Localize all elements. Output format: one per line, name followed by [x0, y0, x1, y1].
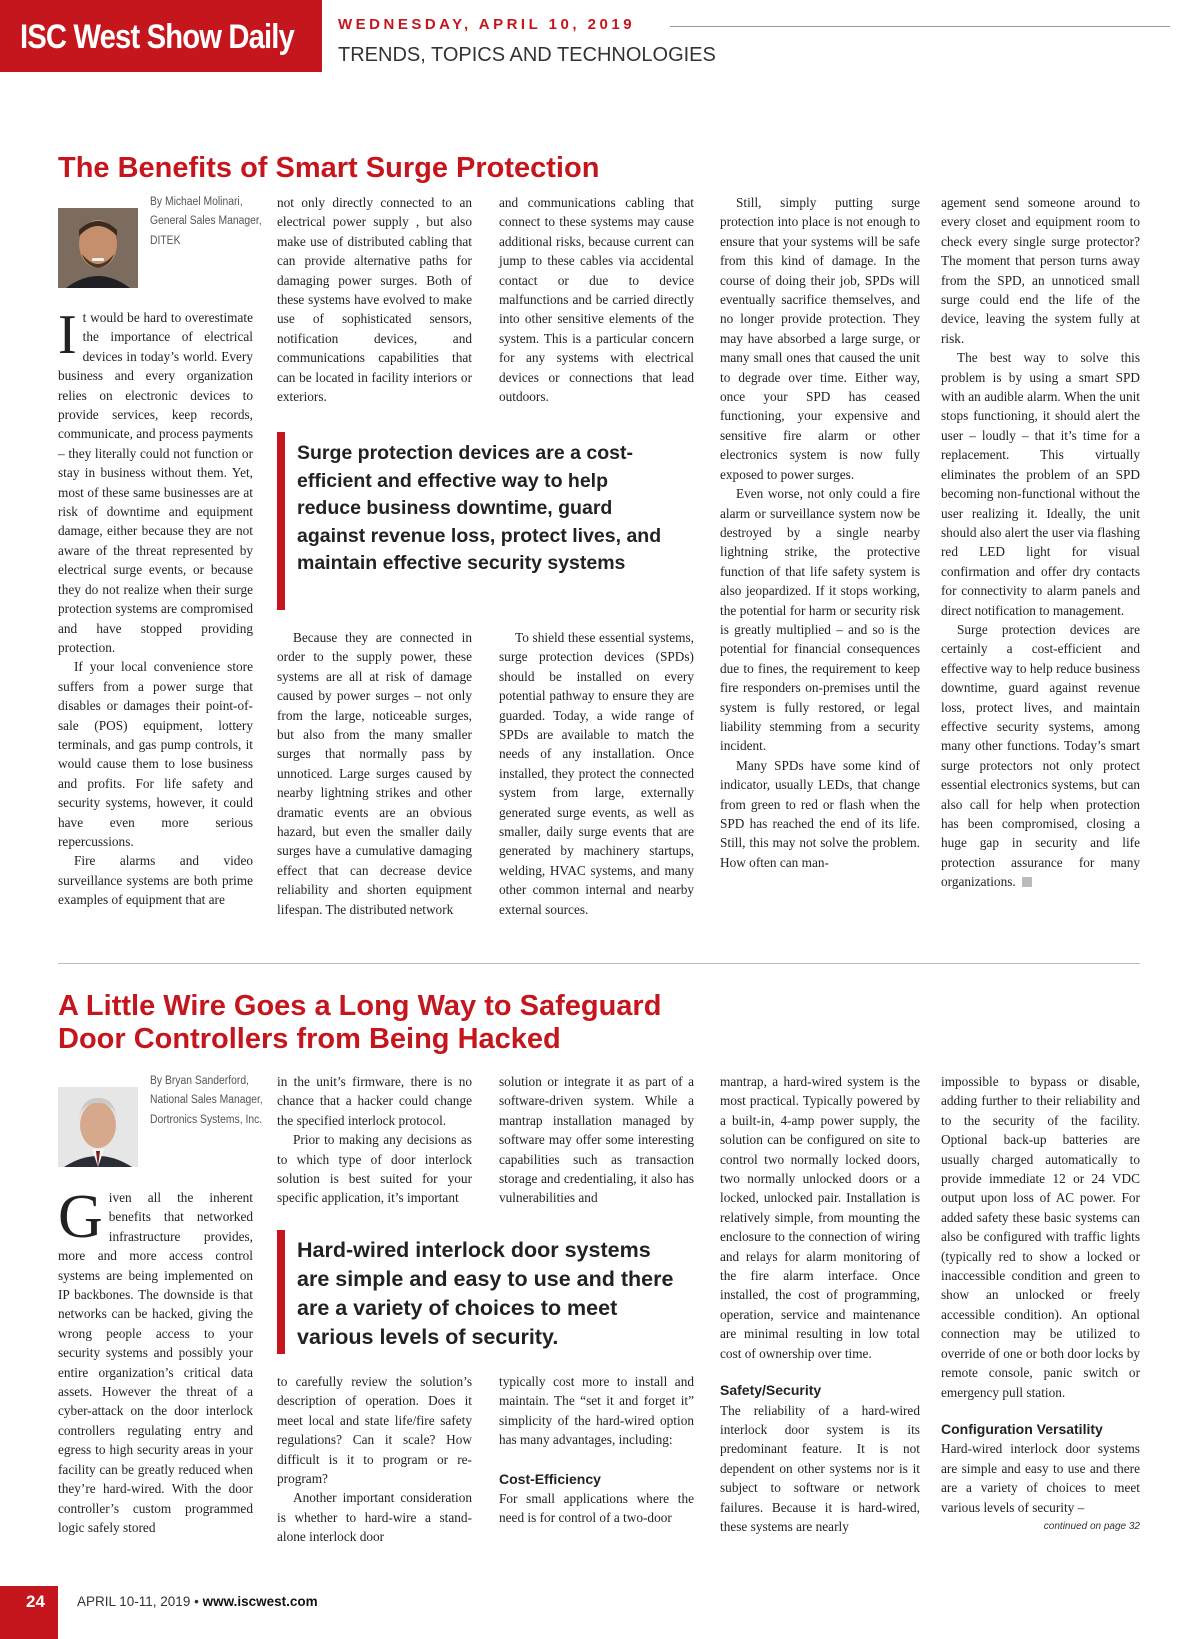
- article1-column-4: [720, 193, 920, 872]
- masthead-title: ISC West Show Daily: [20, 18, 294, 56]
- paragraph: To shield these essential systems, surge protection devices (SPDs) should be installed on every potential pathway to ensure they are guarded. Today, a wide range of SPDs are available to match the needs of any installation. Once installed, they protect the connected system from large, externally generated surge events, as well as smaller, daily surge events that are generated by machinery startups, welding, HVAC systems, and many other common internal and nearby external sources.: [499, 630, 694, 917]
- paragraph: Fire alarms and video surveillance systems are both prime examples of equipment that are: [58, 853, 253, 908]
- article1-byline: [150, 193, 262, 251]
- page-number: 24: [26, 1592, 45, 1611]
- paragraph: and communications cabling that connect to these systems may cause additional risks, because current can jump to these cables via accidental contact or due to device malfunctions and be carried directly into other sensitive elements of the system. This is a particular concern for any systems with electrical devices or connections that lead outdoors.: [499, 195, 694, 405]
- paragraph: Surge protection devices are certainly a cost-efficient and effective way to help reduce business downtime, guard against revenue loss, protect lives, and maintain effective security systems, among many other functions. Today’s smart surge protectors not only protect essential electronics systems, but can also call for help when protection has been compromised, closing a huge gap in security and life protection assurance for many organizations.: [941, 621, 1140, 890]
- header-rule: [670, 26, 1170, 27]
- paragraph: typically cost more to install and maintain. The “set it and forget it” simplicity of the hard-wired option has many advantages, including:: [499, 1374, 694, 1448]
- drop-cap: I: [58, 304, 77, 366]
- paragraph: Still, simply putting surge protection into place is not enough to ensure that your systems will be safe from this kind of damage. In the course of doing their job, SPDs will eventually sacrifice themselves, and no longer provide protection. They may have absorbed a large surge, or many small ones that caused the unit to degrade over time. Either way, once your SPD has ceased functioning, your expensive and sensitive fire alarm or other electronics system is now fully exposed to power surges.: [720, 195, 920, 482]
- paragraph: Even worse, not only could a fire alarm or surveillance system now be destroyed by a single nearby lightning strike, the protective function of that life safety system is also jeopardized. If it stops working, the potential for harm or security risk is greatly multiplied – and so is the potential for financial consequences due to fines, the requirement to keep fire responders on-premises until the system is fully restored, or legal liability stemming from a security incident.: [720, 486, 920, 754]
- paragraph: If your local convenience store suffers from a power surge that disables or damages their point-of-sale (POS) equipment, lottery terminals, and gas pump controls, it would cause them to lose business and profits. For life safety and security systems, however, it could have even more serious repercussions.: [58, 659, 253, 849]
- paragraph: agement send someone around to every closet and equipment room to check every single surge protector? The moment that person turns away from the SPD, an unnoticed small surge could end the life of the device, leaving the system fully at risk.: [941, 195, 1140, 346]
- article1-title: The Benefits of Smart Surge Protection: [58, 152, 600, 184]
- article2-column-4: [720, 1072, 920, 1536]
- article2-column-3-top: [499, 1072, 694, 1208]
- paragraph: to carefully review the solution’s description of operation. Does it meet local and state life/fire safety regulations? Can it scale? How difficult is it to program or re-program?: [277, 1374, 472, 1487]
- article1-column-2-bottom: [277, 628, 472, 919]
- drop-cap: G: [58, 1183, 103, 1251]
- paragraph: Given all the inherent benefits that networked infrastructure provides, more and more access control systems are being implemented on IP backbones. The downside is that networks can be hacked, giving the wrong people access to your security systems and possibly your entire organization’s critical data assets. However the threat of a cyber-attack on the door interlock controllers regulating entry and egress to high security areas in your facility can be greatly reduced when they’re hard-wired. With the door controller’s custom programmed logic safely stored: [58, 1183, 253, 1535]
- paragraph: solution or integrate it as part of a software-driven system. While a mantrap installation managed by software may offer some interesting capabilities such as transaction storage and credentialing, it also has vulnerabilities and: [499, 1074, 694, 1206]
- article2-pullquote: Hard-wired interlock door systems are simple and easy to use and there are a variety of choices to meet various levels of security.: [297, 1238, 674, 1349]
- article1-column-2-top: [277, 193, 472, 406]
- paragraph: It would be hard to overestimate the importance of electrical devices in today’s world. Every business and every organization relies on electronic devices to provide services, keep records, communicate, and process payments – they literally could not function or stay in business without them. Yet, most of these same businesses are at risk of downtime and equipment damage, either because they are not aware of the threat represented by electrical surge events, or because they do not realize when their surge protection systems are compromised and have stopped providing protection.: [58, 304, 253, 655]
- byline-company: DITEK: [150, 234, 181, 247]
- article2-column-2-top: [277, 1072, 472, 1208]
- subhead-configuration-versatility: Configuration Versatility: [941, 1420, 1103, 1437]
- subhead-safety-security: Safety/Security: [720, 1382, 822, 1399]
- byline-author: By Bryan Sanderford,: [150, 1075, 249, 1087]
- article2-column-5: [941, 1072, 1140, 1536]
- pullquote-bar: [277, 1230, 285, 1354]
- issue-date: WEDNESDAY, APRIL 10, 2019: [338, 16, 636, 33]
- article1-pullquote: Surge protection devices are a cost-efficient and effective way to help reduce business downtime, guard against revenue loss, protect lives, and maintain effective security systems: [297, 442, 662, 574]
- paragraph: The best way to solve this problem is by using a smart SPD with an audible alarm. When the unit stops functioning, it should alert the user – loudly – that it’s time for a replacement. This virtually eliminates the problem of an SPD becoming non-functional without the user realizing it. Ideally, the unit should also alert the user via flashing red LED light for visual confirmation and offer dry contacts for connectivity to alarm panels and direct notification to management.: [941, 350, 1140, 618]
- subhead-cost-efficiency: Cost-Efficiency: [499, 1470, 601, 1487]
- paragraph: Hard-wired interlock door systems are simple and easy to use and there are a variety of choices to meet various levels of security –: [941, 1441, 1140, 1515]
- footer-url[interactable]: www.iscwest.com: [202, 1594, 318, 1609]
- continued-on-note: continued on page 32: [1043, 1520, 1140, 1532]
- article2-column-3-bottom: [499, 1372, 694, 1528]
- article2-title: [58, 990, 661, 1056]
- article2-byline: [150, 1072, 263, 1130]
- byline-role: National Sales Manager,: [150, 1094, 263, 1107]
- author-photo-sanderford: [58, 1087, 138, 1167]
- paragraph: in the unit’s firmware, there is no chance that a hacker could change the specified interlock protocol.: [277, 1074, 472, 1128]
- paragraph: impossible to bypass or disable, adding further to their reliability and to the security of the facility. Optional back-up batteries are usually charged automatically to provide immediate 12 or 24 VDC output upon loss of AC power. For added safety these basic systems can also be configured with traffic lights (typically red to show a locked or inaccessible condition and green to show an unlocked or freely accessible condition). An optional connection may be utilized to override of one or both door locks by remote console, panic switch or emergency pull station.: [941, 1074, 1140, 1400]
- article1-column-5: [941, 193, 1140, 892]
- footer-dates: APRIL 10-11, 2019: [77, 1594, 191, 1609]
- paragraph: Another important consideration is whether to hard-wire a stand-alone interlock door: [277, 1490, 472, 1545]
- paragraph: The reliability of a hard-wired interlock door system is its predominant feature. It is not dependent on other systems nor is it subject to software or network failures. Because it is hard-wired, these systems are nearly: [720, 1402, 920, 1534]
- paragraph: Because they are connected in order to the supply power, these systems are all at risk of damage caused by power surges – not only from the large, noticeable surges, but also from the many smaller surges that normally pass by unnoticed. Large surges caused by nearby lightning strikes and other dramatic events are an obvious hazard, but even the smaller daily surges have a cumulative damaging effect that can decrease device reliability and shorten equipment lifespan. The distributed network: [277, 630, 472, 917]
- header-subtitle: TRENDS, TOPICS AND TECHNOLOGIES: [338, 44, 716, 66]
- end-mark-icon: [1022, 877, 1032, 887]
- footer-info: [77, 1594, 318, 1609]
- article2-title-line-2: Door Controllers from Being Hacked: [58, 1023, 561, 1055]
- article2-column-2-bottom: [277, 1372, 472, 1547]
- paragraph: Prior to making any decisions as to which type of door interlock solution is best suited for your specific application, it’s important: [277, 1132, 472, 1206]
- article2-title-line-1: A Little Wire Goes a Long Way to Safeguard: [58, 990, 662, 1022]
- paragraph: not only directly connected to an electrical power supply , but also make use of distributed cabling that can provide alternative paths for damaging power surges. Both of these systems have evolved to make use of sophisticated sensors, notification devices, and communications capabilities that can be located in facility interiors or exteriors.: [277, 195, 472, 405]
- section-divider: [58, 963, 1140, 964]
- paragraph: For small applications where the need is for control of a two-door: [499, 1491, 694, 1526]
- paragraph: Many SPDs have some kind of indicator, usually LEDs, that change from green to red or flash when the SPD has reached the end of its life. Still, this may not solve the problem. How often can man-: [720, 757, 920, 870]
- byline-author: By Michael Molinari,: [150, 196, 243, 208]
- byline-company: Dortronics Systems, Inc.: [150, 1113, 263, 1126]
- byline-role: General Sales Manager,: [150, 215, 262, 228]
- article1-column-1: [58, 304, 253, 910]
- article1-column-3-top: [499, 193, 694, 406]
- article2-column-1: [58, 1183, 253, 1537]
- author-photo-molinari: [58, 208, 138, 288]
- article1-column-3-bottom: [499, 628, 694, 919]
- footer-separator: •: [194, 1594, 199, 1609]
- paragraph: mantrap, a hard-wired system is the most practical. Typically powered by a built-in, 4-amp power supply, the solution can be configured on site to control two normally locked doors, two normally unlocked doors or a locked, unlocked pair. Installation is relatively simple, from mounting the enclosure to the connection of wiring and relays for alarm monitoring of the fire alarm interface. Once installed, the cost of programming, operation, service and maintenance are minimal resulting in low total cost of ownership over time.: [720, 1074, 920, 1361]
- pullquote-bar: [277, 432, 285, 610]
